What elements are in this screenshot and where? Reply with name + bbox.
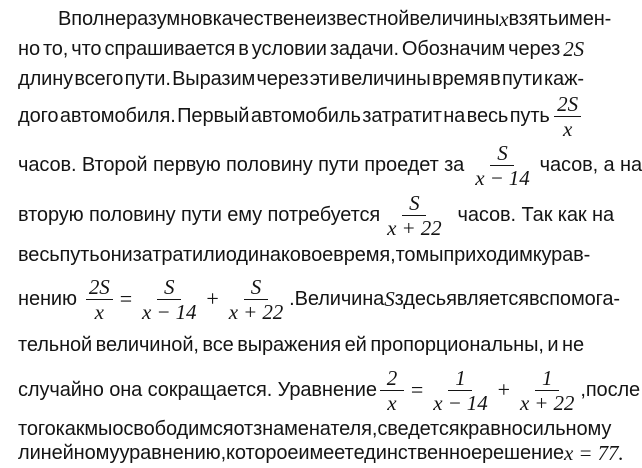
- word: того: [18, 418, 56, 440]
- equation-2-term-1: [430, 366, 490, 415]
- comma: ,: [580, 379, 586, 401]
- text-line-4: [18, 92, 584, 140]
- word: является: [446, 288, 529, 310]
- text-segment: нению: [18, 288, 77, 310]
- fraction-numerator: 1: [448, 366, 472, 391]
- equation-2-lhs-fraction: [380, 366, 404, 415]
- word: знаменателя,: [253, 418, 378, 440]
- text-segment: вторую половину пути ему потребуется: [18, 204, 381, 226]
- word: мы: [415, 244, 444, 266]
- word: выражения: [237, 334, 342, 356]
- word: путь: [509, 105, 550, 127]
- fraction-denominator: x + 22: [519, 390, 575, 415]
- text-line-9: [18, 330, 584, 360]
- word: но: [18, 38, 40, 60]
- text-segment: часов. Так как на: [457, 204, 614, 226]
- fraction-denominator: x − 14: [433, 390, 488, 415]
- word: и: [547, 334, 559, 356]
- text-segment: после: [585, 379, 641, 401]
- word: взять: [508, 8, 558, 30]
- word: которое: [226, 442, 299, 464]
- variable-2S: 2S: [563, 37, 584, 61]
- word: разумно: [126, 8, 203, 30]
- word: то,: [42, 38, 69, 60]
- word: путь: [59, 244, 100, 266]
- word: к: [459, 418, 469, 440]
- word: урав-: [541, 244, 591, 266]
- word: одинаковое: [225, 244, 334, 266]
- fraction-numerator: 2S: [554, 92, 581, 117]
- text-line-7: [18, 240, 591, 270]
- fraction-S-over-x-plus-22: [384, 191, 444, 240]
- word: что: [71, 38, 102, 60]
- plus-sign: +: [497, 377, 510, 402]
- text-line-8: [18, 270, 620, 328]
- word: Обозначим: [401, 38, 506, 60]
- word: Величина: [294, 288, 385, 310]
- fraction-denominator: x − 14: [475, 165, 530, 190]
- word: весь: [18, 244, 60, 266]
- equation-1-term-2: [226, 275, 286, 324]
- word: дого: [18, 105, 59, 127]
- word: в: [238, 38, 249, 60]
- fraction-numerator: 2: [380, 366, 404, 391]
- fraction-denominator: x: [94, 299, 104, 324]
- word: уравнению,: [119, 442, 227, 464]
- equation-1-term-1: [139, 275, 199, 324]
- variable-S: S: [384, 287, 395, 311]
- equation-1-lhs-fraction: [86, 275, 113, 324]
- word: освободимся: [112, 418, 234, 440]
- word: сведется: [377, 418, 460, 440]
- word: к: [532, 244, 542, 266]
- word: Первый: [177, 105, 250, 127]
- fraction-S-over-x-minus-14: [472, 141, 532, 190]
- word: весь: [466, 105, 509, 127]
- word: то: [395, 244, 416, 266]
- word: они: [99, 244, 133, 266]
- word: Вполне: [58, 8, 127, 30]
- word: пропорциональны,: [370, 334, 544, 356]
- word: линейному: [18, 442, 120, 464]
- fraction-2S-over-x: [554, 92, 581, 141]
- word: вспомога-: [529, 288, 620, 310]
- fraction-numerator: S: [157, 275, 181, 300]
- text-line-1: [18, 4, 612, 34]
- word: время,: [333, 244, 396, 266]
- word: единственное: [353, 442, 482, 464]
- word: как: [55, 418, 85, 440]
- period: .: [289, 288, 295, 310]
- word: через: [508, 38, 561, 60]
- word: качестве: [212, 8, 294, 30]
- equals-sign: =: [119, 286, 133, 311]
- word: имен-: [557, 8, 612, 30]
- word: все: [202, 334, 234, 356]
- word: на: [443, 105, 466, 127]
- word: мы: [84, 418, 113, 440]
- word: автомобиля.: [59, 105, 176, 127]
- solution-x-equals-77: x = 77.: [564, 441, 624, 465]
- text-line-12: [18, 438, 624, 468]
- word: пути.: [124, 68, 171, 90]
- word: затратили: [132, 244, 226, 266]
- fraction-numerator: S: [244, 275, 268, 300]
- fraction-denominator: x + 22: [228, 299, 284, 324]
- plus-sign: +: [206, 286, 219, 311]
- word: через: [256, 68, 309, 90]
- word: пути: [501, 68, 543, 90]
- fraction-numerator: S: [490, 141, 514, 166]
- word: равносильному: [468, 418, 612, 440]
- word: каж-: [543, 68, 584, 90]
- equation-group-2: [377, 362, 586, 418]
- word: задачи.: [329, 38, 399, 60]
- equals-sign: =: [410, 377, 424, 402]
- word: от: [233, 418, 254, 440]
- word: Выразим: [172, 68, 256, 90]
- text-line-3: [18, 64, 584, 94]
- word: длину: [18, 68, 74, 90]
- word: здесь: [394, 288, 447, 310]
- word: автомобиль: [250, 105, 361, 127]
- word: всего: [74, 68, 124, 90]
- equation-group-1: [18, 270, 295, 328]
- word: тельной: [18, 334, 93, 356]
- text-segment: случайно она сокращается. Уравнение: [18, 379, 377, 401]
- text-line-2: [18, 34, 584, 64]
- word: спрашивается: [104, 38, 236, 60]
- word: величины: [340, 68, 431, 90]
- word: затратит: [362, 105, 442, 127]
- fraction-denominator: x: [387, 390, 397, 415]
- fraction-denominator: x: [562, 116, 573, 141]
- word: приходим: [443, 244, 533, 266]
- word: условии: [251, 38, 327, 60]
- word: ей: [344, 334, 367, 356]
- fraction-numerator: S: [402, 191, 426, 216]
- text-segment: часов, а на: [539, 154, 642, 176]
- word: величиной,: [95, 334, 199, 356]
- text-segment: часов. Второй первую половину пути проедет за: [18, 154, 465, 176]
- fraction-numerator: 2S: [86, 275, 113, 300]
- word: эти: [309, 68, 340, 90]
- equation-2-term-2: [517, 366, 577, 415]
- word: не: [562, 334, 584, 356]
- word: время: [431, 68, 489, 90]
- word: решение: [481, 442, 565, 464]
- text-line-6: [18, 190, 614, 240]
- word: в: [202, 8, 213, 30]
- text-line-10: [18, 362, 641, 418]
- fraction-denominator: x − 14: [142, 299, 197, 324]
- word: неизвестной: [293, 8, 410, 30]
- fraction-numerator: 1: [535, 366, 559, 391]
- word: имеет: [298, 442, 354, 464]
- fraction-denominator: x + 22: [387, 215, 442, 240]
- word: в: [490, 68, 501, 90]
- variable-x: x: [499, 7, 509, 31]
- word: величины: [409, 8, 500, 30]
- text-line-5: [18, 140, 642, 190]
